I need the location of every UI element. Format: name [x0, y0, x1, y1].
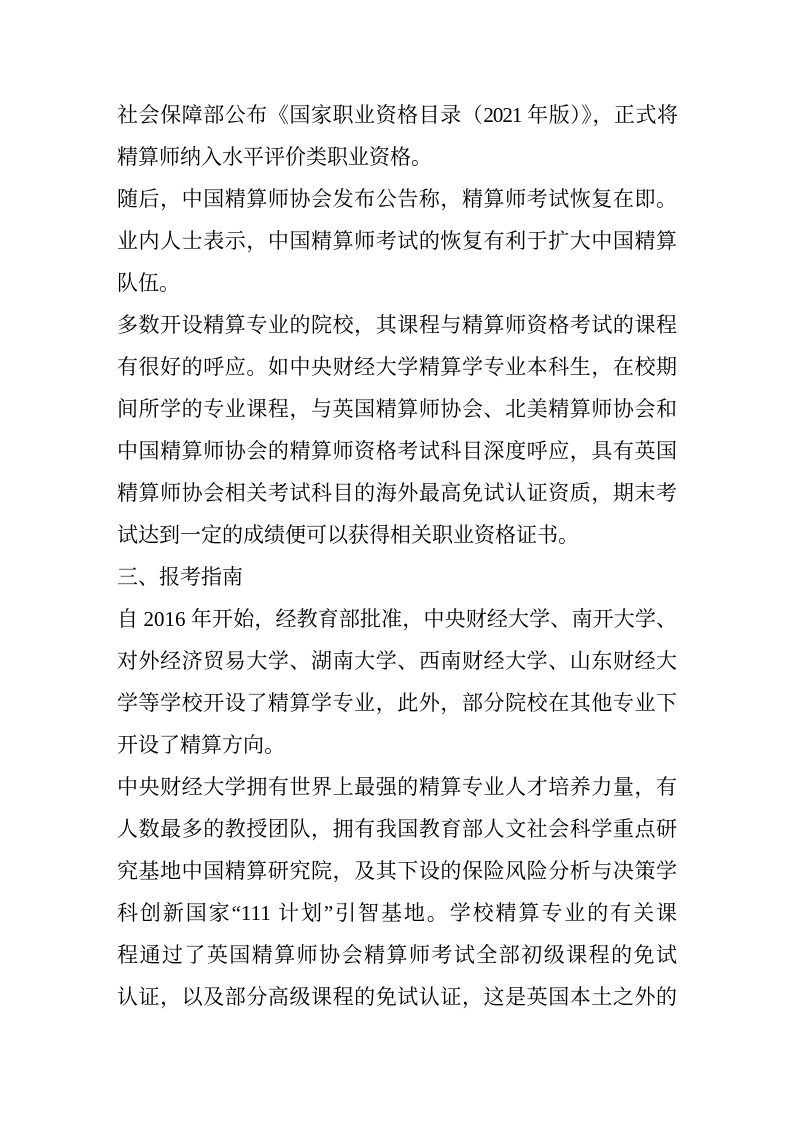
text-line: 学等学校开设了精算学专业，此外，部分院校在其他专业下: [117, 691, 677, 715]
text-line: 人数最多的教授团队，拥有我国教育部人文社会科学重点研: [117, 817, 677, 841]
text-line: 随后，中国精算师协会发布公告称，精算师考试恢复在即。: [117, 187, 677, 211]
text-line: 精算师协会相关考试科目的海外最高免试认证资质，期末考: [117, 481, 677, 505]
text-line: 社会保障部公布《国家职业资格目录（2021 年版）》，正式将: [117, 103, 677, 127]
text-line: 多数开设精算专业的院校，其课程与精算师资格考试的课程: [117, 313, 677, 337]
text-line: 科创新国家“111 计划”引智基地。学校精算专业的有关课: [117, 901, 677, 925]
text-line: 精算师纳入水平评价类职业资格。: [117, 145, 432, 169]
text-line: 间所学的专业课程，与英国精算师协会、北美精算师协会和: [117, 397, 677, 421]
text-line: 究基地中国精算研究院，及其下设的保险风险分析与决策学: [117, 859, 677, 883]
section-heading: 三、报考指南: [117, 565, 243, 589]
text-line: 试达到一定的成绩便可以获得相关职业资格证书。: [117, 523, 579, 547]
text-line: 有很好的呼应。如中央财经大学精算学专业本科生，在校期: [117, 355, 677, 379]
document-text-block: [117, 94, 677, 1018]
text-line: 中国精算师协会的精算师资格考试科目深度呼应，具有英国: [117, 439, 677, 463]
text-line: 自 2016 年开始，经教育部批准，中央财经大学、南开大学、: [117, 607, 677, 631]
text-line: 程通过了英国精算师协会精算师考试全部初级课程的免试: [117, 943, 677, 967]
text-line: 中央财经大学拥有世界上最强的精算专业人才培养力量，有: [117, 775, 677, 799]
text-line: 业内人士表示，中国精算师考试的恢复有利于扩大中国精算: [117, 229, 677, 253]
text-line: 对外经济贸易大学、湖南大学、西南财经大学、山东财经大: [117, 649, 677, 673]
text-line: 认证，以及部分高级课程的免试认证，这是英国本土之外的: [117, 985, 677, 1009]
text-line: 队伍。: [117, 271, 180, 295]
text-line: 开设了精算方向。: [117, 733, 285, 757]
